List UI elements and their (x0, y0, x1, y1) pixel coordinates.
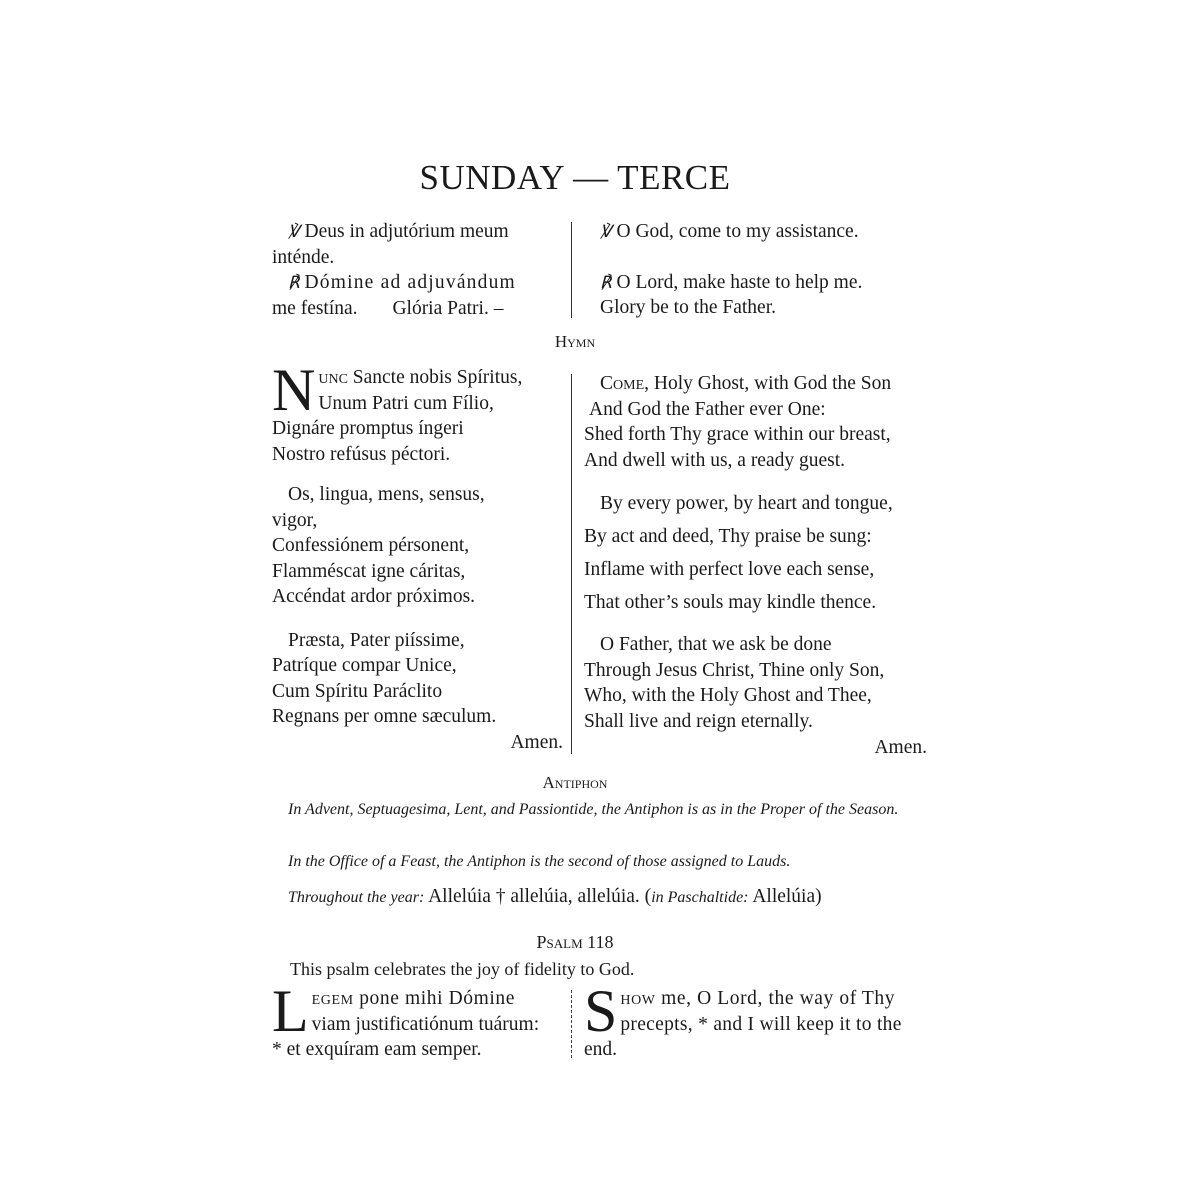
latin-stanza-2 (272, 482, 567, 610)
latin-stanza1-first-word: unc (318, 367, 348, 388)
latin-stanza3-line: Præsta, Pater piíssime, (288, 629, 465, 651)
english-stanza3-line: O Father, that we ask be done (600, 634, 832, 655)
latin-stanza1-line2: Unum Patri cum Fílio, (318, 392, 494, 414)
english-stanza3-line: Who, with the Holy Ghost and Thee, (584, 685, 872, 706)
latin-amen: Amen. (510, 731, 563, 753)
english-versicle-text: O God, come to my assistance. (616, 221, 859, 242)
versicle-symbol-en: ℣ (600, 222, 612, 241)
latin-gloria: Glória Patri. – (392, 297, 504, 319)
english-stanza1-line1: , Holy Ghost, with God the Son (644, 373, 892, 394)
english-stanza1-line4: And dwell with us, a ready guest. (584, 449, 846, 471)
drop-cap-l: L (272, 978, 309, 1044)
english-stanza3-line: Shall live and reign eternally. (584, 710, 813, 732)
english-gloria: Glory be to the Father. (600, 297, 777, 318)
english-stanza-1 (584, 371, 927, 473)
antiphon-rubric-3 (288, 884, 822, 911)
column-divider-opening (571, 222, 572, 318)
psalm-heading (0, 932, 1150, 953)
latin-stanza2-line: Flamméscat igne cáritas, (272, 560, 466, 582)
latin-stanza1-line3: Dignáre promptus íngeri (272, 418, 464, 439)
latin-response-line2-row (272, 296, 564, 322)
english-amen: Amen. (874, 737, 927, 758)
english-stanza2-line: That other’s souls may kindle thence. (584, 592, 877, 613)
antiphon-rubric-1 (272, 799, 927, 820)
english-psalm-first-word: how (620, 988, 656, 1009)
antiphon-rubric-2: In the Office of a Feast, the Antiphon is the second of those assigned to Lauds. (288, 853, 791, 870)
english-psalm-line1: me, O Lord, the way of Thy (655, 988, 896, 1009)
english-stanza1-line3: Shed forth Thy grace within our breast, (584, 424, 891, 445)
rubric3-paschal-text: Allelúia) (752, 886, 822, 907)
latin-versicle (272, 219, 564, 245)
latin-psalm-line1: pone mihi Dómine (353, 988, 516, 1009)
english-stanza2-line: By act and deed, Thy praise be sung: (584, 526, 872, 547)
latin-stanza2-line: Accéndat ardor próximos. (272, 586, 476, 607)
response-symbol: ℟ (288, 273, 300, 292)
latin-response-line1: Dómine ad adjuvándum (304, 272, 516, 293)
psalm-heading-text: Psalm 118 (536, 932, 614, 952)
hymn-heading-text: Hymn (554, 332, 596, 351)
english-hymn (584, 371, 927, 761)
latin-psalm-line2: viam justificatiónum tuárum: (311, 1013, 540, 1035)
latin-hymn (272, 357, 567, 755)
english-stanza-2 (584, 487, 927, 619)
english-versicle (600, 219, 862, 245)
english-stanza2-line: By every power, by heart and tongue, (600, 493, 893, 514)
english-psalm-line3: end. (584, 1039, 618, 1060)
latin-stanza-1 (272, 357, 567, 467)
latin-versicle-text-1: Deus in adjutórium meum (304, 221, 509, 242)
english-response-text: O Lord, make haste to help me. (616, 271, 863, 293)
latin-stanza2-line: vigor, (272, 509, 318, 531)
latin-psalm-first-word: egem (311, 988, 354, 1009)
latin-stanza1-line4: Nostro refúsus péctori. (272, 443, 451, 465)
latin-stanza2-line: Os, lingua, mens, sensus, (288, 484, 485, 505)
versicle-symbol: ℣ (288, 222, 300, 241)
latin-stanza3-line: Regnans per omne sæculum. (272, 706, 497, 727)
english-psalm-line2: precepts, * and I will keep it to the (620, 1013, 902, 1035)
latin-psalm-line3: * et exquíram eam semper. (272, 1039, 482, 1060)
rubric3-paschal-label: in Paschaltide: (651, 889, 749, 906)
english-psalm-verse (584, 978, 927, 1063)
latin-stanza2-line: Confessiónem pérsonent, (272, 535, 470, 556)
drop-cap-s: S (584, 978, 618, 1044)
latin-stanza3-line: Cum Spíritu Paráclito (272, 680, 443, 702)
rubric3-label: Throughout the year: (288, 889, 425, 906)
hymn-heading (0, 332, 1150, 352)
english-stanza1-line2: And God the Father ever One: (589, 398, 826, 420)
english-stanza2-line: Inflame with perfect love each sense, (584, 559, 875, 580)
english-response (600, 270, 862, 296)
latin-response-line2: me festína. (272, 297, 358, 319)
latin-psalm-verse (272, 978, 564, 1063)
english-stanza1-first-word: Come (600, 373, 645, 394)
antiphon-heading-text: Antiphon (542, 773, 608, 792)
latin-stanza-3 (272, 628, 567, 756)
psalm-intro: This psalm celebrates the joy of fidelity to God. (290, 959, 635, 979)
response-symbol-en: ℟ (600, 272, 612, 292)
english-opening (600, 219, 862, 321)
drop-cap-n: N (272, 357, 316, 423)
latin-response (272, 270, 564, 296)
english-stanza3-line: Through Jesus Christ, Thine only Son, (584, 659, 885, 681)
antiphon-rubric-1-text: In Advent, Septuagesima, Lent, and Passiontide, the Antiphon is as in the Proper of the Season. (288, 801, 899, 818)
rubric3-text: Allelúia † allelúia, allelúia. ( (428, 886, 652, 907)
latin-versicle-text-2: inténde. (272, 246, 335, 268)
latin-opening (272, 219, 564, 321)
latin-stanza1-line1: Sancte nobis Spíritus, (347, 367, 523, 388)
antiphon-heading (0, 773, 1150, 793)
page-title: SUNDAY — TERCE (419, 158, 731, 197)
english-stanza-3 (584, 632, 927, 761)
column-divider-psalm (571, 990, 572, 1058)
latin-stanza3-line: Patríque compar Unice, (272, 655, 457, 676)
column-divider-hymn (571, 374, 572, 754)
